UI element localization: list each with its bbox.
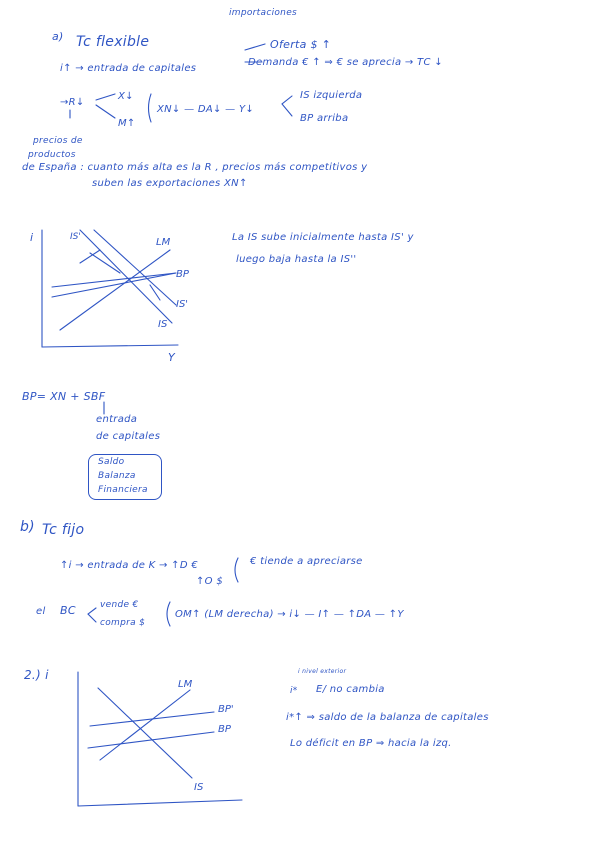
graph2-label-bp-prime: BP' — [218, 704, 234, 715]
om-line: OM↑ (LM derecha) → i↓ — I↑ — ↑DA — ↑Y — [175, 609, 404, 620]
graph2-bp-prime-line — [90, 712, 214, 726]
saldo-text: Saldo — [98, 457, 125, 467]
graph2-marker: 2.) i — [24, 668, 49, 682]
entrada-capitales-text: i↑ → entrada de capitales — [60, 63, 197, 74]
section-a-arrows — [0, 0, 600, 200]
financiera-text: Financiera — [98, 485, 148, 495]
is-lm-bp-graph-1 — [0, 215, 220, 365]
graph2-note-line1: i*↑ ⇒ saldo de la balanza de capitales — [286, 712, 489, 723]
graph1-axis-y: Y — [168, 351, 175, 364]
e-no-cambia: E/ no cambia — [316, 684, 385, 695]
graph2-tiny-note: i nivel exterior — [298, 668, 347, 675]
capitales-text: de capitales — [96, 431, 161, 442]
graph2-lm-curve — [100, 690, 190, 760]
graph2-label-lm: LM — [178, 679, 193, 690]
graph1-x-axis — [42, 345, 178, 347]
graph2-ix: i* — [290, 686, 298, 696]
r-arrow-text: →R↓ — [60, 97, 85, 108]
el-text: el — [36, 606, 46, 617]
entrada-text: entrada — [96, 414, 138, 425]
graph2-x-axis — [78, 800, 242, 806]
graph1-note-line2: luego baja hasta la IS'' — [236, 254, 357, 265]
precios-text: precios de — [33, 136, 83, 146]
graph1-note-line1: La IS sube inicialmente hasta IS' y — [232, 232, 414, 243]
graph1-label-lm: LM — [156, 237, 171, 248]
suben-line: suben las exportaciones XN↑ — [92, 178, 248, 189]
xn-chain-text: XN↓ — DA↓ — Y↓ — [157, 104, 255, 115]
graph1-shift-arrow-3 — [150, 285, 160, 300]
section-a-title: Tc flexible — [76, 34, 150, 50]
section-a-marker: a) — [52, 30, 64, 43]
graph2-note-line2: Lo déficit en BP ⇒ hacia la izq. — [290, 738, 452, 749]
espana-line: de España : cuanto más alta es la R , precios más competitivos y — [22, 162, 368, 173]
graph2-is-curve — [98, 688, 192, 778]
vende-text: vende € — [100, 600, 139, 610]
graph2-bp-line — [88, 732, 214, 748]
tiende-text: € tiende a apreciarse — [250, 556, 363, 567]
balanza-text: Balanza — [98, 471, 136, 481]
bp-arriba-text: BP arriba — [300, 113, 349, 124]
section-b-title: Tc fijo — [42, 522, 85, 538]
graph1-label-is-prime: IS' — [176, 299, 189, 310]
graph1-label-is-top: IS' — [70, 232, 81, 242]
x-down-text: X↓ — [118, 91, 134, 102]
m-up-text: M↑ — [118, 118, 136, 129]
compra-text: compra $ — [100, 618, 146, 628]
section-b-marker: b) — [20, 519, 35, 535]
graph1-label-bp: BP — [176, 269, 189, 280]
oferta-text: Oferta $ ↑ — [270, 38, 332, 51]
bc-text: BC — [60, 604, 76, 617]
graph1-axis-i: i — [30, 231, 34, 244]
graph2-label-is: IS — [194, 782, 204, 793]
is-izquierda-text: IS izquierda — [300, 90, 363, 101]
is-lm-bp-graph-2 — [0, 660, 260, 840]
graph2-label-bp: BP — [218, 724, 231, 735]
graph1-label-is: IS — [158, 319, 168, 330]
section-b-line1: ↑i → entrada de K → ↑D € — [60, 560, 198, 571]
graph1-shift-arrow-2 — [80, 250, 100, 263]
importaciones-label: importaciones — [229, 8, 298, 18]
section-b-line1b: ↑O $ — [196, 576, 223, 587]
demanda-text: Demanda € ↑ ⇒ € se aprecia → TC ↓ — [248, 57, 443, 68]
bp-formula: BP= XN + SBF — [22, 390, 106, 403]
productos-text: productos — [28, 150, 76, 160]
